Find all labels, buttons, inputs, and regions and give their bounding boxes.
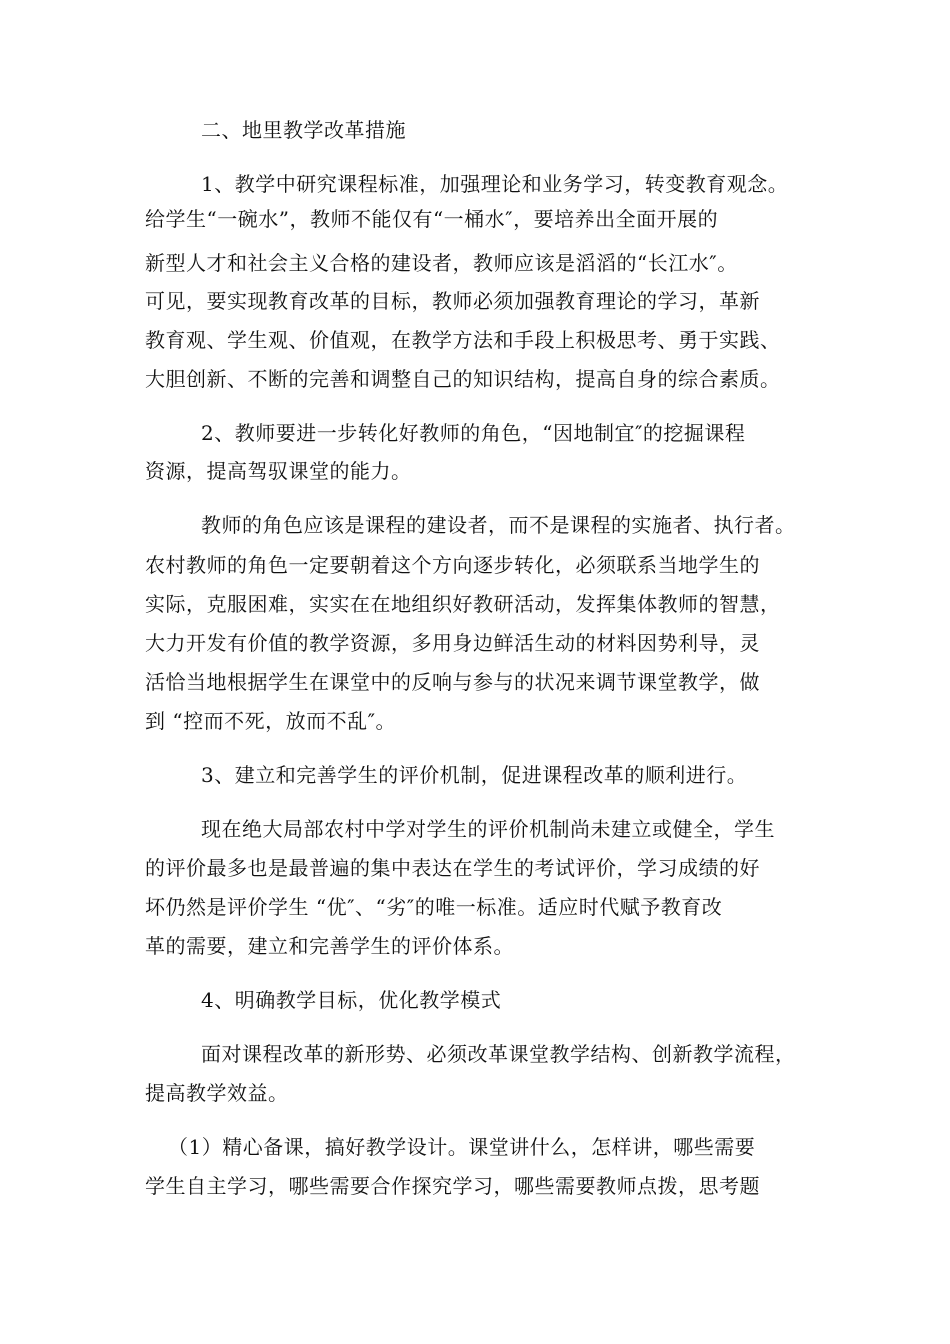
paragraph-line: 现在绝大局部农村中学对学生的评价机制尚未建立或健全，学生 — [201, 817, 775, 841]
paragraph-line: 给学生“一碗水”，教师不能仅有“一桶水″，要培养出全面开展的 — [145, 207, 719, 231]
subheading-line: 2、教师要进一步转化好教师的角色，“因地制宜″的挖掘课程 — [201, 421, 746, 445]
paragraph-line: 农村教师的角色一定要朝着这个方向逐步转化，必须联系当地学生的 — [145, 553, 760, 577]
subheading-line: 4、明确教学目标，优化教学模式 — [201, 988, 502, 1012]
section-heading: 二、地里教学改革措施 — [201, 118, 406, 142]
paragraph-line: 学生自主学习，哪些需要合作探究学习，哪些需要教师点拨，思考题 — [145, 1174, 760, 1198]
paragraph-line: 的评价最多也是最普遍的集中表达在学生的考试评价，学习成绩的好 — [145, 856, 760, 880]
paragraph-line: 新型人才和社会主义合格的建设者，教师应该是滔滔的“长江水″。 — [145, 251, 738, 275]
paragraph-line: 教育观、学生观、价值观，在教学方法和手段上积极思考、勇于实践、 — [145, 328, 781, 352]
paragraph-line: （1）精心备课，搞好教学设计。课堂讲什么，怎样讲，哪些需要 — [168, 1135, 756, 1159]
paragraph-line: 面对课程改革的新形势、必须改革课堂教学结构、创新教学流程， — [201, 1042, 796, 1066]
subheading-line: 资源，提高驾驭课堂的能力。 — [145, 459, 412, 483]
paragraph-line: 大胆创新、不断的完善和调整自己的知识结构，提高自身的综合素质。 — [145, 367, 781, 391]
paragraph-line: 到 “控而不死，放而不乱″。 — [145, 709, 397, 733]
paragraph-line: 提高教学效益。 — [145, 1081, 289, 1105]
paragraph-line: 革的需要，建立和完善学生的评价体系。 — [145, 934, 514, 958]
paragraph-line: 坏仍然是评价学生 “优″、“劣″的唯一标准。适应时代赋予教育改 — [145, 895, 723, 919]
paragraph-line: 1、教学中研究课程标准，加强理论和业务学习，转变教育观念。 — [201, 172, 789, 196]
subheading-line: 3、建立和完善学生的评价机制，促进课程改革的顺利进行。 — [201, 763, 748, 787]
paragraph-line: 活恰当地根据学生在课堂中的反响与参与的状况来调节课堂教学，做 — [145, 670, 760, 694]
paragraph-line: 大力开发有价值的教学资源，多用身边鲜活生动的材料因势利导，灵 — [145, 631, 760, 655]
paragraph-line: 实际，克服困难，实实在在地组织好教研活动，发挥集体教师的智慧， — [145, 592, 781, 616]
paragraph-line: 可见，要实现教育改革的目标，教师必须加强教育理论的学习，革新 — [145, 289, 760, 313]
paragraph-line: 教师的角色应该是课程的建设者，而不是课程的实施者、执行者。 — [201, 513, 796, 537]
